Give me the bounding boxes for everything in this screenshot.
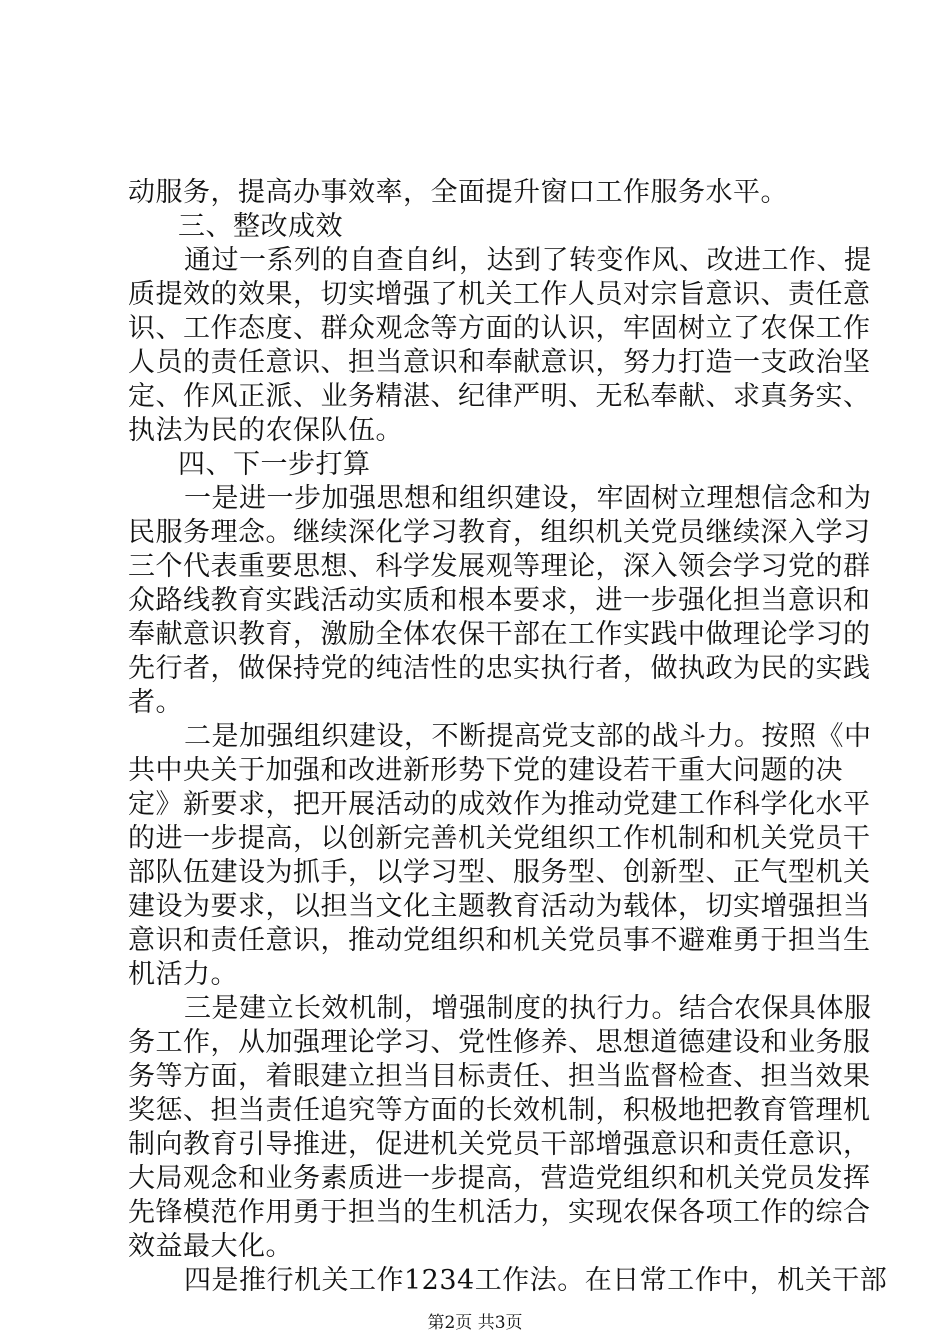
section-heading: 三、整改成效 xyxy=(178,211,343,242)
body-line: 识、工作态度、群众观念等方面的认识，牢固树立了农保工作 xyxy=(128,313,871,344)
body-line: 定》新要求，把开展活动的成效作为推动党建工作科学化水平 xyxy=(128,789,871,820)
body-line: 大局观念和业务素质进一步提高，营造党组织和机关党员发挥 xyxy=(128,1163,871,1194)
body-line: 动服务，提高办事效率，全面提升窗口工作服务水平。 xyxy=(128,177,788,208)
paragraph-first-line: 通过一系列的自查自纠，达到了转变作风、改进工作、提 xyxy=(184,245,872,276)
paragraph-first-line: 三是建立长效机制，增强制度的执行力。结合农保具体服 xyxy=(184,993,872,1024)
body-line: 建设为要求，以担当文化主题教育活动为载体，切实增强担当 xyxy=(128,891,871,922)
body-line: 先行者，做保持党的纯洁性的忠实执行者，做执政为民的实践 xyxy=(128,653,871,684)
body-line: 务等方面，着眼建立担当目标责任、担当监督检查、担当效果 xyxy=(128,1061,871,1092)
body-line: 三个代表重要思想、科学发展观等理论，深入领会学习党的群 xyxy=(128,551,871,582)
body-line: 共中央关于加强和改进新形势下党的建设若干重大问题的决 xyxy=(128,755,843,786)
body-line: 奉献意识教育，激励全体农保干部在工作实践中做理论学习的 xyxy=(128,619,871,650)
body-line: 意识和责任意识，推动党组织和机关党员事不避难勇于担当生 xyxy=(128,925,871,956)
section-heading: 四、下一步打算 xyxy=(178,449,371,480)
paragraph-first-line: 二是加强组织建设，不断提高党支部的战斗力。按照《中 xyxy=(184,721,872,752)
body-line: 执法为民的农保队伍。 xyxy=(128,415,403,446)
body-line: 奖惩、担当责任追究等方面的长效机制，积极地把教育管理机 xyxy=(128,1095,871,1126)
body-line: 部队伍建设为抓手，以学习型、服务型、创新型、正气型机关 xyxy=(128,857,871,888)
body-line: 人员的责任意识、担当意识和奉献意识，努力打造一支政治坚 xyxy=(128,347,871,378)
body-line: 众路线教育实践活动实质和根本要求，进一步强化担当意识和 xyxy=(128,585,871,616)
paragraph-first-line: 一是进一步加强思想和组织建设，牢固树立理想信念和为 xyxy=(184,483,872,514)
body-line: 者。 xyxy=(128,687,183,718)
body-line: 机活力。 xyxy=(128,959,238,990)
page-footer: 第2页 共3页 xyxy=(427,1313,523,1333)
body-line: 务工作，从加强理论学习、党性修养、思想道德建设和业务服 xyxy=(128,1027,871,1058)
body-line: 质提效的效果，切实增强了机关工作人员对宗旨意识、责任意 xyxy=(128,279,871,310)
body-line: 民服务理念。继续深化学习教育，组织机关党员继续深入学习 xyxy=(128,517,871,548)
body-line: 先锋模范作用勇于担当的生机活力，实现农保各项工作的综合 xyxy=(128,1197,871,1228)
body-line: 的进一步提高，以创新完善机关党组织工作机制和机关党员干 xyxy=(128,823,871,854)
paragraph-first-line: 四是推行机关工作1234工作法。在日常工作中，机关干部 xyxy=(184,1265,888,1296)
body-line: 定、作风正派、业务精湛、纪律严明、无私奉献、求真务实、 xyxy=(128,381,871,412)
body-line: 效益最大化。 xyxy=(128,1231,293,1262)
body-line: 制向教育引导推进，促进机关党员干部增强意识和责任意识， xyxy=(128,1129,871,1160)
